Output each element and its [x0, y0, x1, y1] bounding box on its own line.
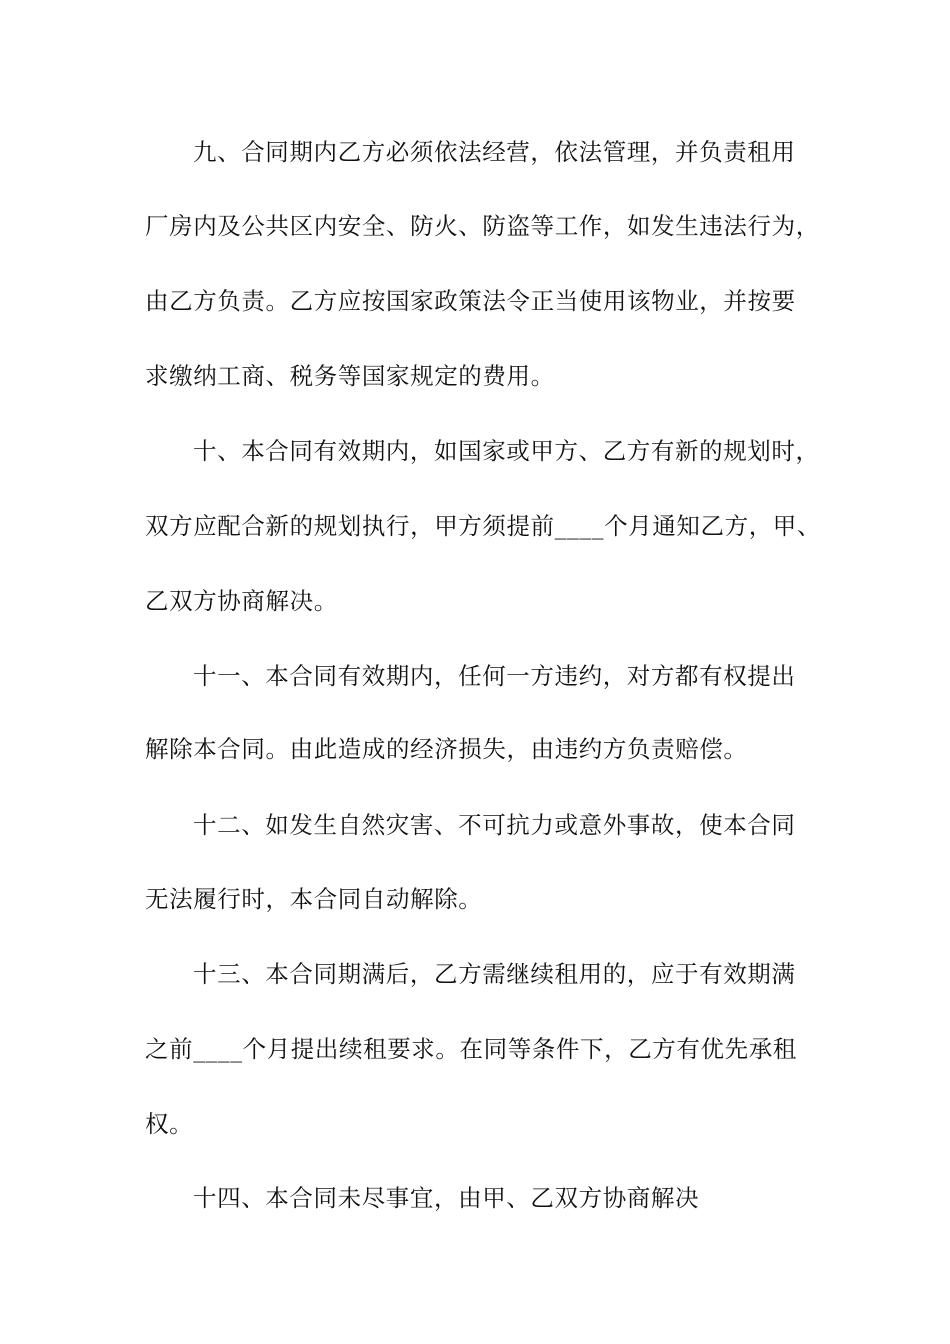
clause-11-line-1: 十一、本合同有效期内，任何一方违约，对方都有权提出: [193, 662, 796, 690]
clause-9-line-2: 厂房内及公共区内安全、防火、防盗等工作，如发生违法行为，: [145, 212, 820, 240]
clause-11-line-2: 解除本合同。由此造成的经济损失，由违约方负责赔偿。: [145, 735, 748, 763]
clause-13-line-3: 权。: [145, 1110, 194, 1138]
clause-12-line-2: 无法履行时，本合同自动解除。: [145, 885, 483, 913]
clause-12-line-1: 十二、如发生自然灾害、不可抗力或意外事故，使本合同: [193, 811, 796, 839]
clause-14-line-1: 十四、本合同未尽事宜，由甲、乙双方协商解决: [193, 1184, 700, 1212]
clause-10-line-3: 乙双方协商解决。: [145, 587, 338, 615]
clause-10-line-1: 十、本合同有效期内，如国家或甲方、乙方有新的规划时，: [193, 437, 820, 465]
clause-9-line-4: 求缴纳工商、税务等国家规定的费用。: [145, 362, 555, 390]
clause-13-line-1: 十三、本合同期满后，乙方需继续租用的，应于有效期满: [193, 960, 796, 988]
clause-9-line-1: 九、合同期内乙方必须依法经营，依法管理，并负责租用: [193, 138, 796, 166]
clause-10-line-2: 双方应配合新的规划执行，甲方须提前____个月通知乙方，甲、: [145, 512, 821, 540]
clause-13-line-2: 之前____个月提出续租要求。在同等条件下，乙方有优先承租: [145, 1035, 797, 1063]
clause-9-line-3: 由乙方负责。乙方应按国家政策法令正当使用该物业，并按要: [145, 287, 796, 315]
